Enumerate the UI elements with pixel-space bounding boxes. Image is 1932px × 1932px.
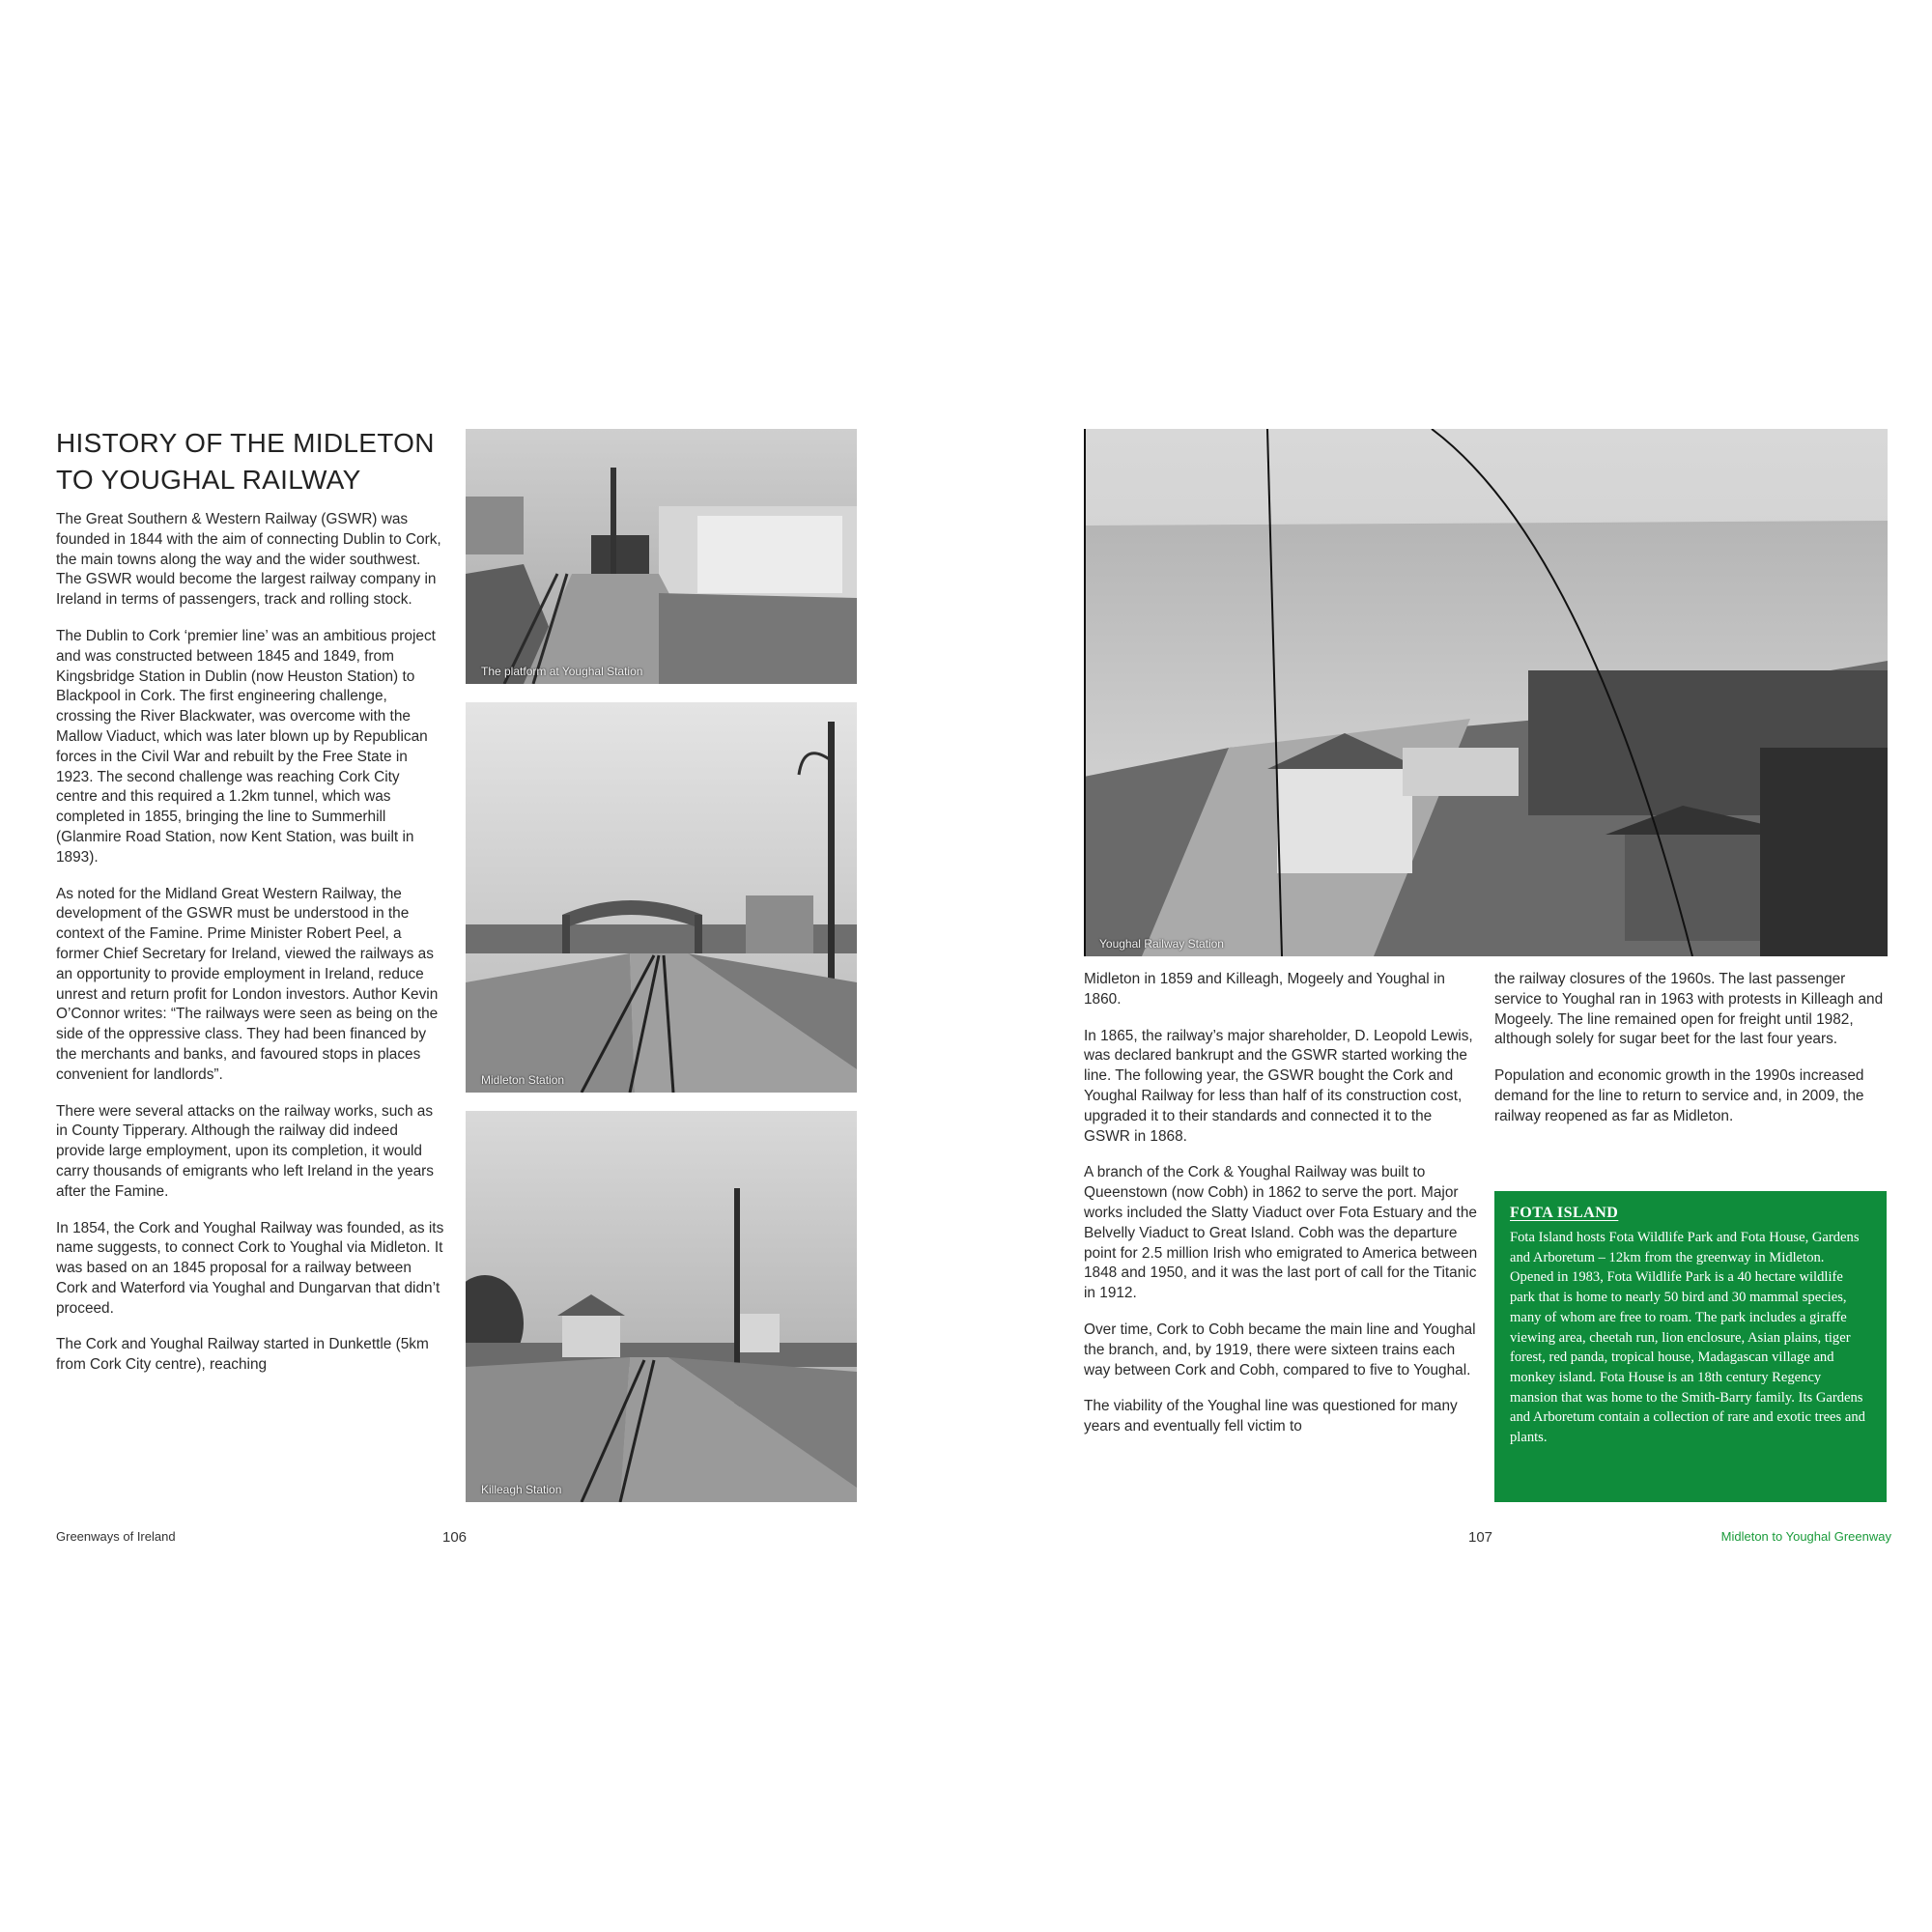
photo-caption: Midleton Station <box>481 1073 565 1087</box>
paragraph: As noted for the Midland Great Western Railway, the development of the GSWR must be understood in the context of the Famine. Prime Minister Robert Peel, a former Chief Secretary for Ireland, viewed the railways as an opportunity to provide employment in Ireland, reduce unrest and return profit for London investors. Author Kevin O’Connor writes: “The railways were seen as being on the side of the oppressive class. They had been financed by the merchants and banks, and favoured stops in places convenient for landlords”. <box>56 885 439 1083</box>
fota-box-title: FOTA ISLAND <box>1510 1205 1619 1221</box>
paragraph: Over time, Cork to Cobh became the main line and Youghal the branch, and, by 1919, there were sixteen trains each way between Cork and Cobh, compared to five to Youghal. <box>1084 1321 1476 1378</box>
photo-youghal-platform <box>466 429 857 684</box>
paragraph: In 1854, the Cork and Youghal Railway was founded, as its name suggests, to connect Cork to Youghal via Midleton. It was based on an 1845 proposal for a railway between Cork and Waterford via Youghal and Dungarvan that didn’t proceed. <box>56 1219 444 1317</box>
paragraph: In 1865, the railway’s major shareholder, D. Leopold Lewis, was declared bankrupt and the GSWR started working the line. The following year, the GSWR bought the Cork and Youghal Railway for less than half of its construction cost, upgraded it to their standards and connected it to the GSWR in 1868. <box>1084 1027 1473 1145</box>
paragraph: Midleton in 1859 and Killeagh, Mogeely and Youghal in 1860. <box>1084 971 1445 1008</box>
page-title: HISTORY OF THE MIDLETON TO YOUGHAL RAILWAY <box>56 428 435 495</box>
right-text-column-a <box>1084 970 1480 1454</box>
photo-caption: Youghal Railway Station <box>1099 937 1224 951</box>
left-text-column <box>56 510 444 1392</box>
page-number: 106 <box>442 1529 468 1546</box>
photo-youghal-railway-station <box>1084 429 1888 956</box>
photo-caption: The platform at Youghal Station <box>481 665 643 678</box>
footer-book-title: Greenways of Ireland <box>56 1529 176 1544</box>
paragraph: A branch of the Cork & Youghal Railway was built to Queenstown (now Cobh) in 1862 to serve the port. Major works included the Slatty Viaduct over Fota Estuary and the Belvelly Viaduct to Great Island. Cobh was the departure point for 2.5 million Irish who emigrated to America between 1848 and 1950, and it was the last port of call for the Titanic in 1912. <box>1084 1164 1478 1302</box>
photo-image <box>466 429 857 684</box>
paragraph: The Dublin to Cork ‘premier line’ was an ambitious project and was constructed between 1845 and 1849, from Kingsbridge Station in Dublin (now Heuston Station) to Blackpool in Cork. The first engineering challenge, crossing the River Blackwater, was overcome with the Mallow Viaduct, which was later blown up by Republican forces in the Civil War and rebuilt by the Free State in 1923. The second challenge was reaching Cork City centre and this required a 1.2km tunnel, which was completed in 1855, bringing the line to Summerhill (Glanmire Road Station, now Kent Station, was built in 1893). <box>56 627 436 866</box>
paragraph: The viability of the Youghal line was questioned for many years and eventually fell victim to <box>1084 1398 1458 1435</box>
paragraph: the railway closures of the 1960s. The last passenger service to Youghal ran in 1963 with protests in Killeagh and Mogeely. The line remained open for freight until 1982, although solely for sugar beet for the last four years. <box>1494 971 1884 1048</box>
photo-midleton-station <box>466 702 857 1093</box>
fota-box-body: Fota Island hosts Fota Wildlife Park and Fota House, Gardens and Arboretum – 12km from the greenway in Midleton. Opened in 1983, Fota Wildlife Park is a 40 hectare wildlife park that is home to nearly 50 bird and 30 mammal species, many of whom are free to roam. The park includes a giraffe viewing area, cheetah run, lion enclosure, Asian plains, tiger forest, red panda, tropical house, Madagascan village and monkey island. Fota House is an 18th century Regency mansion that was home to the Smith-Barry family. Its Gardens and Arboretum contain a collection of rare and exotic trees and plants. <box>1510 1230 1865 1446</box>
paragraph: There were several attacks on the railway works, such as in County Tipperary. Although the railway did indeed provide large employment, upon its completion, it would carry thousands of emigrants who left Ireland in the years after the Famine. <box>56 1102 434 1200</box>
paragraph: The Cork and Youghal Railway started in Dunkettle (5km from Cork City centre), reaching <box>56 1336 429 1374</box>
paragraph: Population and economic growth in the 1990s increased demand for the line to return to service and, in 2009, the railway reopened as far as Midleton. <box>1494 1067 1864 1124</box>
photo-killeagh-station <box>466 1111 857 1502</box>
photo-image <box>466 702 857 1093</box>
paragraph: The Great Southern & Western Railway (GSWR) was founded in 1844 with the aim of connecting Dublin to Cork, the main towns along the way and the wider southwest. The GSWR would become the largest railway company in Ireland in terms of passengers, track and rolling stock. <box>56 511 441 609</box>
photo-caption: Killeagh Station <box>481 1483 562 1496</box>
fota-island-box <box>1494 1191 1887 1502</box>
page-number: 107 <box>1468 1529 1493 1546</box>
photo-image <box>466 1111 857 1502</box>
photo-image <box>1084 429 1888 956</box>
footer-section-title: Midleton to Youghal Greenway <box>1720 1529 1891 1544</box>
right-text-column-b <box>1494 970 1892 1144</box>
